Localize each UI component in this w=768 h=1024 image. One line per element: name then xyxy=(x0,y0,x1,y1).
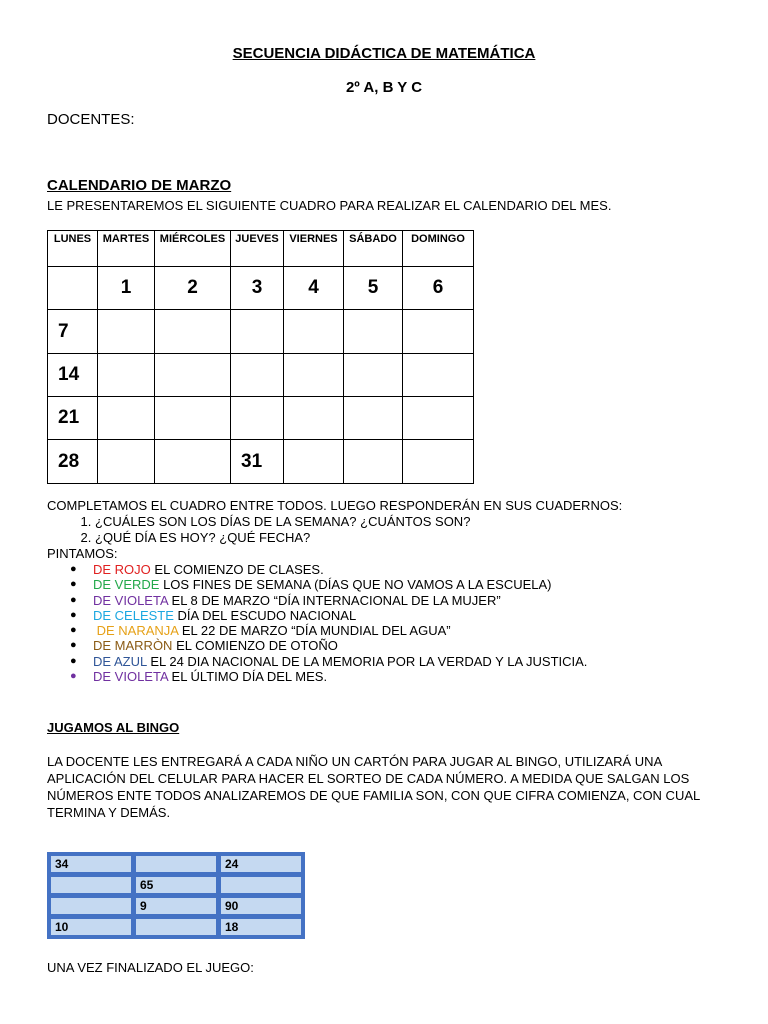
calendar-cell xyxy=(98,440,155,484)
calendar-cell: 5 xyxy=(344,267,403,310)
paint-item-text: LOS FINES DE SEMANA (DÍAS QUE NO VAMOS A LA ESCUELA) xyxy=(159,577,552,593)
color-label: DE NARANJA xyxy=(93,623,179,639)
paint-item xyxy=(70,638,587,654)
bingo-cell: 9 xyxy=(135,897,217,915)
paint-item xyxy=(70,623,587,639)
color-label: DE AZUL xyxy=(93,653,147,669)
calendar-cell xyxy=(155,310,231,354)
bingo-cell: 65 xyxy=(135,876,217,894)
question-item: 1. ¿CUÁLES SON LOS DÍAS DE LA SEMANA? ¿CUÁNTOS SON? xyxy=(95,514,470,530)
paint-item xyxy=(70,577,587,593)
question-item: 2. ¿QUÉ DÍA ES HOY? ¿QUÉ FECHA? xyxy=(95,530,470,546)
calendar-cell xyxy=(98,310,155,354)
calendar-cell xyxy=(403,310,474,354)
day-header: MARTES xyxy=(98,231,155,267)
bullet-icon: ● xyxy=(70,670,77,683)
bingo-card-table xyxy=(47,852,305,939)
bingo-cell xyxy=(50,876,132,894)
day-header: VIERNES xyxy=(284,231,344,267)
bingo-cell: 18 xyxy=(220,918,302,936)
day-header: LUNES xyxy=(48,231,98,267)
paint-item-text: EL 8 DE MARZO “DÍA INTERNACIONAL DE LA MUJER” xyxy=(167,592,501,608)
closing-text: UNA VEZ FINALIZADO EL JUEGO: xyxy=(47,960,254,975)
color-label: DE VIOLETA xyxy=(93,669,168,685)
bingo-cell xyxy=(220,876,302,894)
bingo-row xyxy=(50,897,302,915)
bingo-cell: 90 xyxy=(220,897,302,915)
day-header: MIÉRCOLES xyxy=(155,231,231,267)
paint-label: PINTAMOS: xyxy=(47,546,118,561)
calendar-cell xyxy=(48,267,98,310)
calendar-cell xyxy=(98,397,155,440)
teachers-label: DOCENTES: xyxy=(47,111,135,128)
paint-item-text: EL 22 DE MARZO “DÍA MUNDIAL DEL AGUA” xyxy=(178,623,451,639)
complete-instructions: COMPLETAMOS EL CUADRO ENTRE TODOS. LUEGO RESPONDERÁN EN SUS CUADERNOS: xyxy=(47,498,623,513)
calendar-cell: 2 xyxy=(155,267,231,310)
color-label: DE VIOLETA xyxy=(93,592,168,608)
calendar-cell: 6 xyxy=(403,267,474,310)
bingo-paragraph: LA DOCENTE LES ENTREGARÁ A CADA NIÑO UN CARTÓN PARA JUGAR AL BINGO, UTILIZARÁ UNA APLICACIÓN DEL CELULAR PARA HACER EL SORTEO DE CADA NÚMERO. A MEDIDA QUE SALGAN LOS NÚMEROS ENTE TODOS ANALIZAREMOS DE QUE FAMILIA SON, CON QUE CIFRA COMIENZA, CON CUAL TERMINA Y DEMÁS. xyxy=(47,754,700,820)
paint-list xyxy=(47,562,587,684)
color-label: DE MARRÒN xyxy=(93,638,173,654)
bingo-cell: 34 xyxy=(50,855,132,873)
calendar-week-row xyxy=(48,310,474,354)
bingo-row xyxy=(50,918,302,936)
calendar-intro: LE PRESENTAREMOS EL SIGUIENTE CUADRO PARA REALIZAR EL CALENDARIO DEL MES. xyxy=(47,198,612,213)
document-title: SECUENCIA DIDÁCTICA DE MATEMÁTICA xyxy=(232,45,536,62)
day-header: JUEVES xyxy=(231,231,284,267)
paint-item-text: EL 24 DIA NACIONAL DE LA MEMORIA POR LA VERDAD Y LA JUSTICIA. xyxy=(146,653,588,669)
calendar-cell xyxy=(284,440,344,484)
paint-item-text: EL COMIENZO DE CLASES. xyxy=(150,562,324,577)
bingo-cell xyxy=(135,855,217,873)
calendar-cell xyxy=(231,397,284,440)
calendar-cell xyxy=(284,354,344,397)
paint-item-text: EL COMIENZO DE OTOÑO xyxy=(172,638,338,654)
grades-label: 2º A, B Y C xyxy=(345,79,423,96)
bingo-row xyxy=(50,876,302,894)
calendar-cell xyxy=(344,354,403,397)
calendar-week-row xyxy=(48,440,474,484)
calendar-week-row xyxy=(48,267,474,310)
paint-item xyxy=(70,607,587,623)
calendar-cell: 21 xyxy=(48,397,98,440)
calendar-cell xyxy=(155,440,231,484)
calendar-cell xyxy=(98,354,155,397)
calendar-week-row xyxy=(48,397,474,440)
paint-item xyxy=(70,669,587,685)
bingo-row xyxy=(50,855,302,873)
bullet-icon: ● xyxy=(70,654,77,667)
bullet-icon: ● xyxy=(70,593,77,606)
bullet-icon: ● xyxy=(70,578,77,591)
calendar-cell: 1 xyxy=(98,267,155,310)
march-calendar-table xyxy=(47,230,474,484)
color-label: DE VERDE xyxy=(93,577,160,593)
bingo-cell: 24 xyxy=(220,855,302,873)
bullet-icon: ● xyxy=(70,608,77,621)
bingo-cell xyxy=(50,897,132,915)
bingo-cell xyxy=(135,918,217,936)
day-header: SÁBADO xyxy=(344,231,403,267)
color-label: DE CELESTE xyxy=(93,607,174,623)
calendar-cell xyxy=(344,397,403,440)
calendar-cell: 4 xyxy=(284,267,344,310)
questions-list xyxy=(47,514,470,546)
calendar-cell xyxy=(403,440,474,484)
paint-item xyxy=(70,562,587,577)
bingo-heading: JUGAMOS AL BINGO xyxy=(47,720,180,735)
calendar-cell xyxy=(231,354,284,397)
calendar-cell xyxy=(231,310,284,354)
calendar-cell: 7 xyxy=(48,310,98,354)
calendar-cell xyxy=(155,397,231,440)
calendar-cell xyxy=(284,310,344,354)
bingo-cell: 10 xyxy=(50,918,132,936)
calendar-cell xyxy=(155,354,231,397)
calendar-cell: 14 xyxy=(48,354,98,397)
calendar-cell xyxy=(284,397,344,440)
calendar-cell xyxy=(344,440,403,484)
calendar-cell xyxy=(403,354,474,397)
calendar-cell: 31 xyxy=(231,440,284,484)
paint-item-text: EL ÚLTIMO DÍA DEL MES. xyxy=(167,669,328,685)
paint-item-text: DÍA DEL ESCUDO NACIONAL xyxy=(173,607,357,623)
color-label: DE ROJO xyxy=(93,562,151,577)
paint-item xyxy=(70,592,587,608)
day-header: DOMINGO xyxy=(403,231,474,267)
calendar-heading: CALENDARIO DE MARZO xyxy=(47,177,232,194)
bullet-icon: ● xyxy=(70,639,77,652)
calendar-week-row xyxy=(48,354,474,397)
calendar-cell xyxy=(344,310,403,354)
calendar-cell: 3 xyxy=(231,267,284,310)
paint-item xyxy=(70,653,588,669)
calendar-cell xyxy=(403,397,474,440)
calendar-cell: 28 xyxy=(48,440,98,484)
bullet-icon: ● xyxy=(70,563,77,575)
bullet-icon: ● xyxy=(70,624,77,637)
calendar-header-row xyxy=(48,231,474,267)
